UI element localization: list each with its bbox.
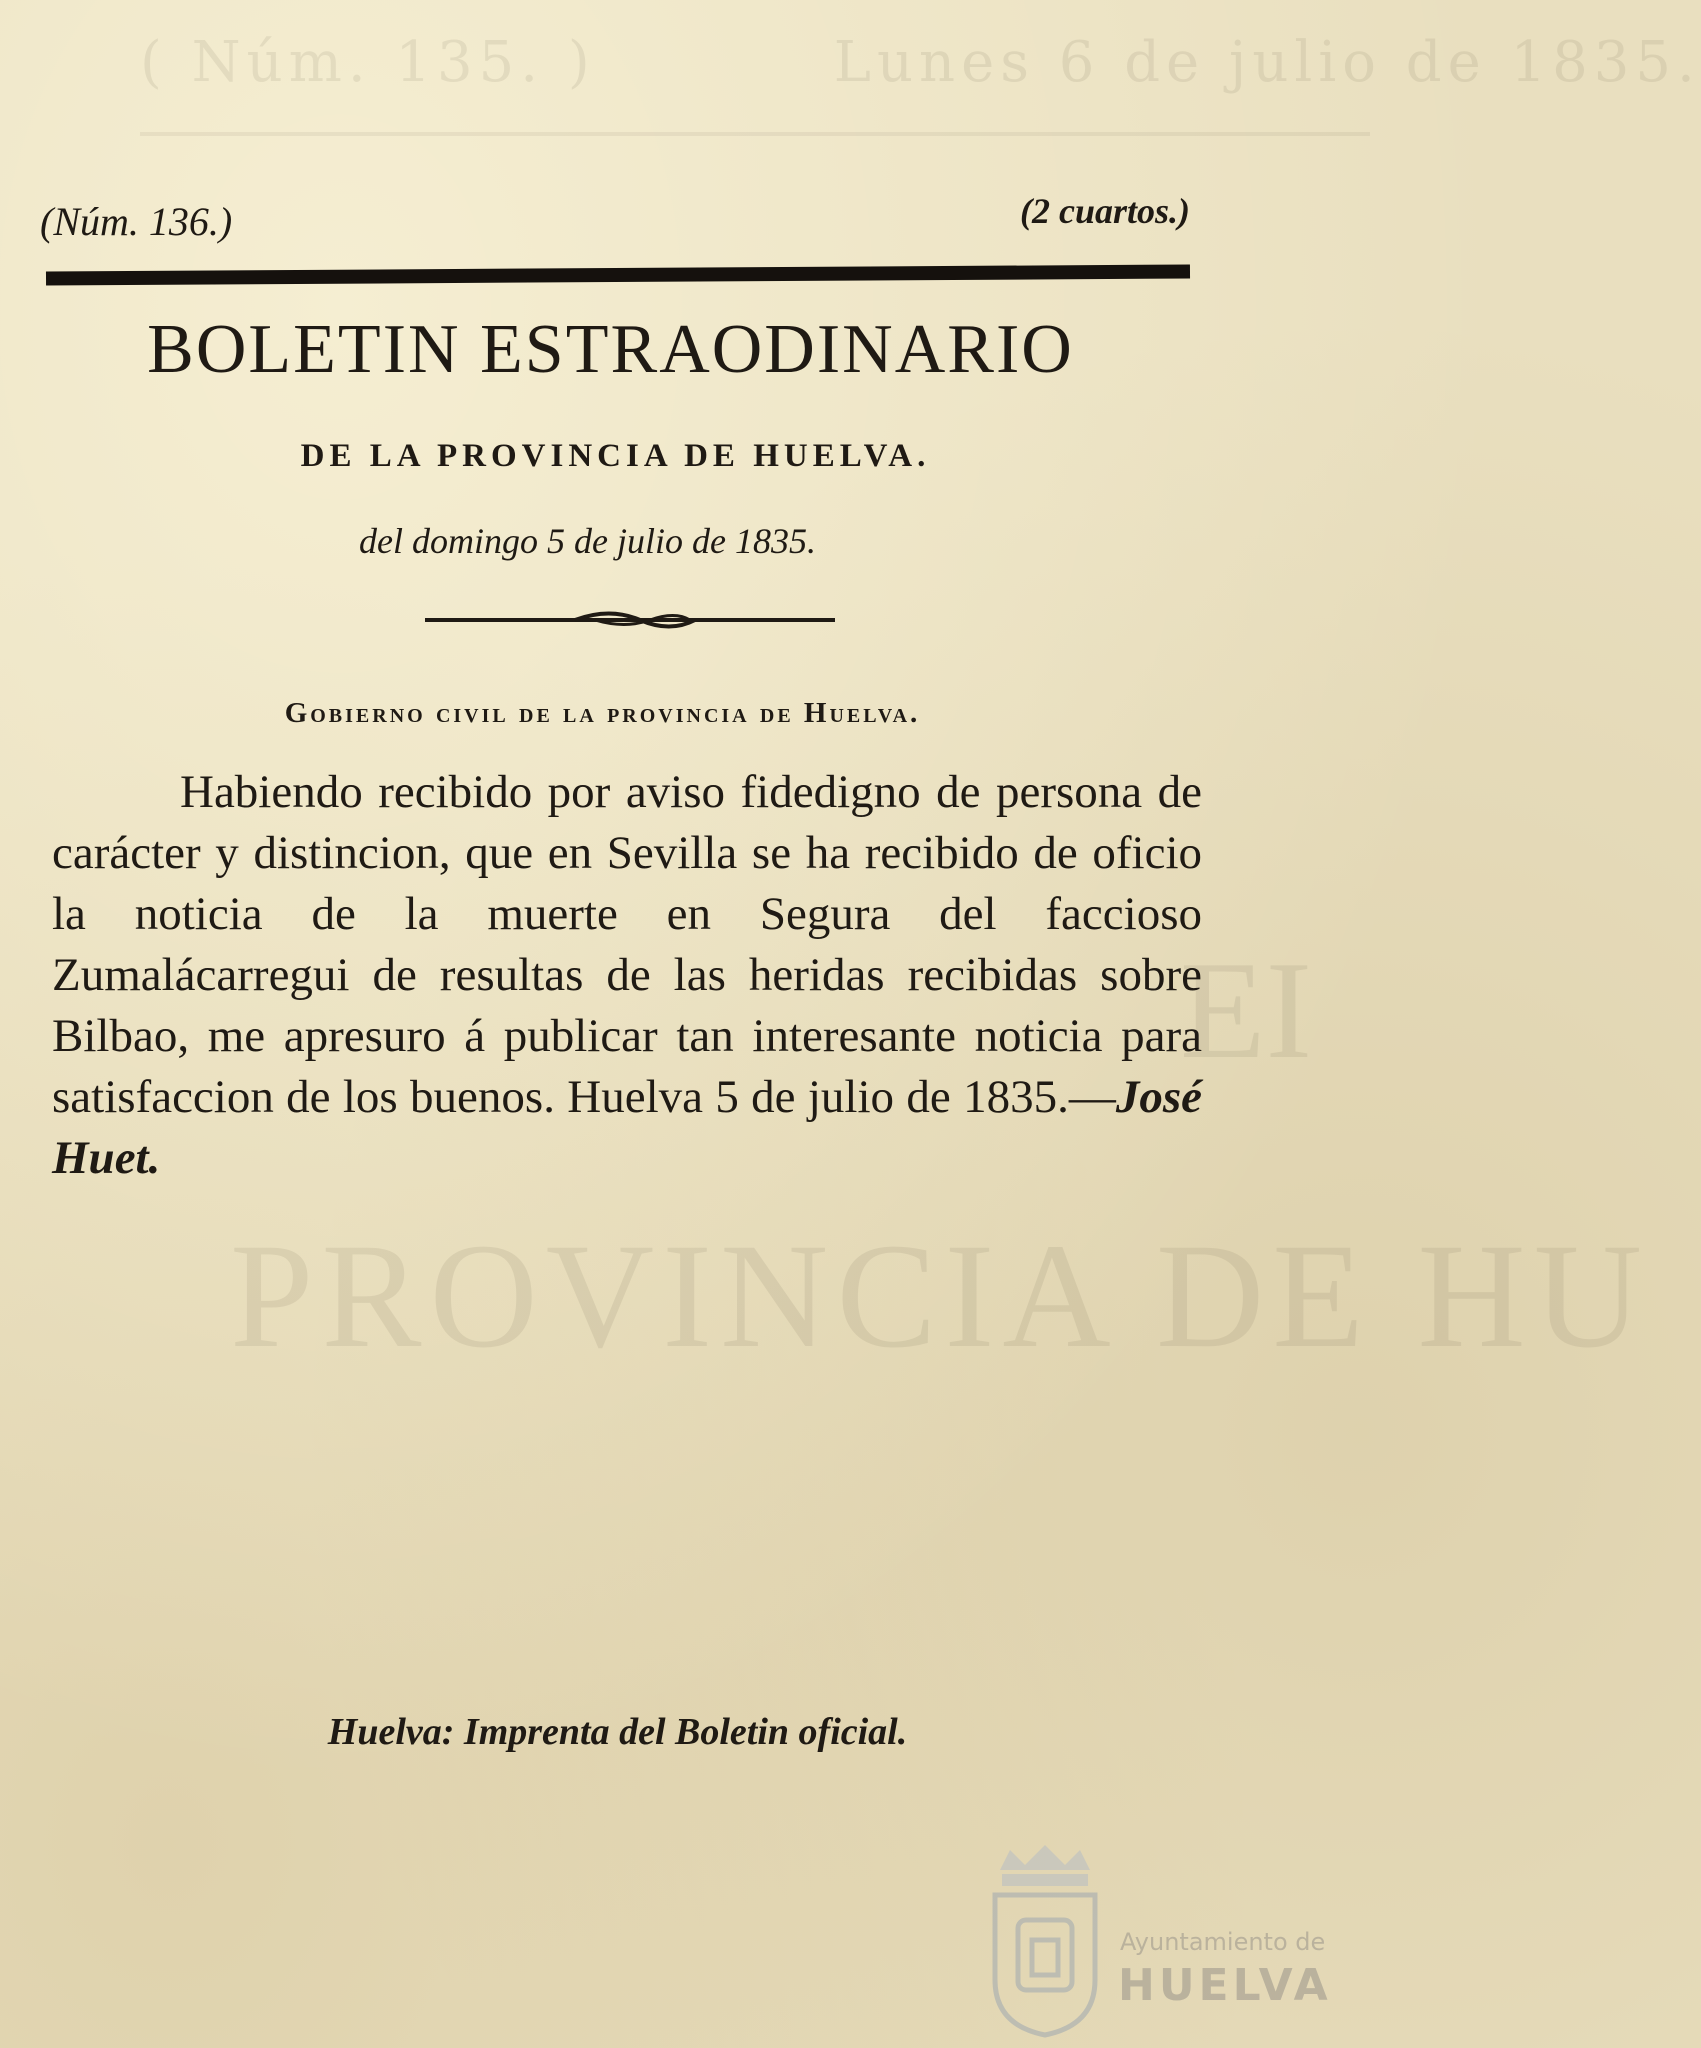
watermark-line-1: Ayuntamiento de — [1120, 1928, 1326, 1956]
ornament-divider — [425, 605, 835, 635]
bleed-through-title: PROVINCIA DE HU — [230, 1213, 1651, 1379]
header-rule — [46, 265, 1190, 286]
notice-signature: José Huet. — [52, 1071, 1202, 1184]
archive-watermark — [980, 1840, 1380, 2040]
issue-price: (2 cuartos.) — [1020, 191, 1190, 231]
notice-text: Habiendo recibido por aviso fidedigno de persona de carácter y distincion, que en Sevilla se ha recibido de oficio la noticia de la muerte en Segura del faccioso Zumalácarregui de resultas de las heridas recibidas sobre Bilbao, me apresuro á publicar tan interesante noticia para satisfaccion de los buenos. Huelva 5 de julio de 1835.— — [52, 766, 1202, 1123]
watermark-line-2: HUELVA — [1118, 1960, 1332, 2011]
issue-number: (Núm. 136.) — [40, 199, 233, 244]
bulletin-subtitle: DE LA PROVINCIA DE HUELVA. — [300, 438, 931, 474]
bleed-through-header: ( Núm. 135. ) Lunes 6 de julio de 1835. — [140, 30, 1701, 95]
notice-body — [52, 762, 1202, 1189]
issue-header — [40, 191, 1190, 258]
imprint-line: Huelva: Imprenta del Boletin oficial. — [327, 1711, 908, 1753]
bleed-through-letters: EI — [1180, 933, 1313, 1088]
bulletin-date: del domingo 5 de julio de 1835. — [359, 521, 816, 561]
bulletin-title: BOLETIN ESTRAODINARIO — [147, 311, 1074, 388]
bleed-through-rule — [140, 132, 1370, 136]
coat-of-arms-icon — [980, 1840, 1110, 2040]
section-heading: Gobierno civil de la provincia de Huelva. — [284, 697, 921, 729]
